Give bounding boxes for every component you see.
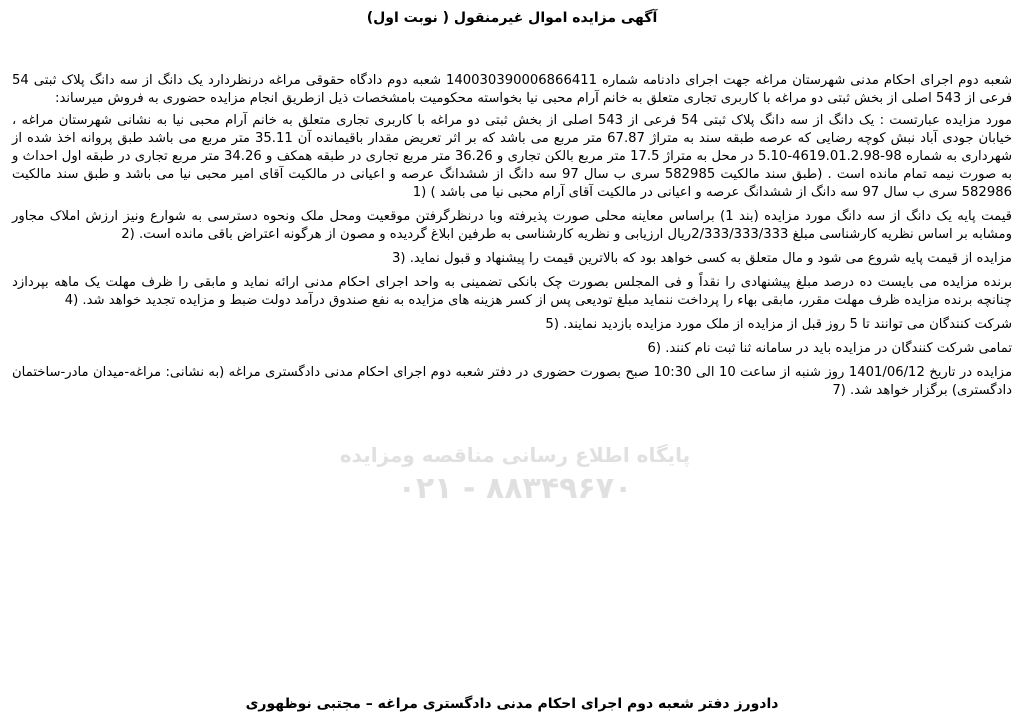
notice-item-1: مورد مزایده عبارتست : یک دانگ از سه دانگ پلاک ثبتی 54 فرعی از 543 اصلی از بخش ثبتی دو مراغه با کاربری تجاری متعلق به خانم آرام محبی نیا به نشانی شهرستان مراغه ، خیابان جودی آباد نبش کوچه رضایی که عرصه طبقه سند به متراژ 67.87 متر مربع می باشد که بر اثر تعریض مقدار باقیمانده آن 35.11 متر مربع می باشد طبق پروانه اخذ شده از شهرداری به شماره 98-4619.01.2.98-5.10 در محل به متراژ 17.5 متر مربع بالکن تجاری و 36.26 متر مربع تجاری در طبقه همکف و 34.26 متر مربع تجاری در طبقه اول احداث و به صورت نیمه تمام مانده است . (طبق سند مالکیت 582985 سری ب سال 97 سه دانگ از ششدانگ عرصه و اعیانی در مالکیت آقای امیر محبی نیا می باشد و طبق سند مالکیت 582986 سری ب سال 97 سه دانگ از ششدانگ عرصه و اعیانی در مالکیت آقای آرام محبی نیا می باشد ) (1 <box>12 113 1013 200</box>
watermark-phone: ۰۲۱ - ۸۸۳۴۹۶۷۰ <box>397 471 633 506</box>
notice-item-3: مزایده از قیمت پایه شروع می شود و مال متعلق به کسی خواهد بود که بالاترین قیمت را پیشنهاد و قبول نماید. (3 <box>392 251 1012 266</box>
notice-signature: دادورز دفتر شعبه دوم اجرای احکام مدنی دادگستری مراغه – مجتبی نوظهوری <box>245 696 779 712</box>
notice-item-7: مزایده در تاریخ 1401/06/12 روز شنبه از ساعت 10 الی 10:30 صبح بصورت حضوری در دفتر شعبه دوم اجرای احکام مدنی دادگستری مراغه (به نشانی: مراغه-میدان مادر-ساختمان دادگستری) برگزار خواهد شد. (7 <box>12 365 1013 398</box>
notice-item-4: برنده مزایده می بایست ده درصد مبلغ پیشنهادی را نقداً و فی المجلس بصورت چک بانکی تضمینی به واحد اجرای احکام مدنی ارائه نماید و مابقی را ظرف مهلت یک ماهه بپردازد چنانچه برنده مزایده ظرف مهلت مقرر، مابقی بهاء را پرداخت ننماید مبلغ تودیعی پس از کسر هزینه های مزایده به نفع صندوق درآمد دولت ضبط و مزایده تجدید خواهد شد. (4 <box>12 275 1012 308</box>
watermark-text: پایگاه اطلاع رسانی مناقصه ومزایده <box>339 443 691 467</box>
notice-item-2: قیمت پایه یک دانگ از سه دانگ مورد مزایده (بند 1) براساس معاینه محلی صورت پذیرفته وبا درنظرگرفتن موقعیت ومحل ملک ونحوه دسترسی به شوارع ونیز ارزش املاک مجاور ومشابه بر اساس نظریه کارشناسی مبلغ 2/333/333/333ریال ارزیابی و نظریه کارشناسی به طرفین ابلاغ گردیده و مصون از هرگونه اعتراض باقی مانده است. (2 <box>12 209 1012 242</box>
notice-intro: شعبه دوم اجرای احکام مدنی شهرستان مراغه جهت اجرای دادنامه شماره 140030390006866411 شعبه دوم دادگاه حقوقی مراغه درنظردارد یک دانگ از سه دانگ پلاک ثبتی 54 فرعی از 543 اصلی از بخش ثبتی دو مراغه با کاربری تجاری متعلق به خانم آرام محبی نیا بخواسته محکومیت بامشخصات ذیل ازطریق انجام مزایده حضوری به فروش میرساند: <box>12 73 1012 106</box>
notice-item-5: شرکت کنندگان می توانند تا 5 روز قبل از مزایده از ملک مورد مزایده بازدید نمایند. (5 <box>545 317 1012 332</box>
notice-body <box>12 72 1012 406</box>
notice-item-6: تمامی شرکت کنندگان در مزایده باید در سامانه ثنا ثبت نام کنند. (6 <box>647 341 1012 356</box>
watermark <box>300 440 730 508</box>
notice-title: آگهی مزایده اموال غیرمنقول ( نوبت اول) <box>366 10 658 26</box>
